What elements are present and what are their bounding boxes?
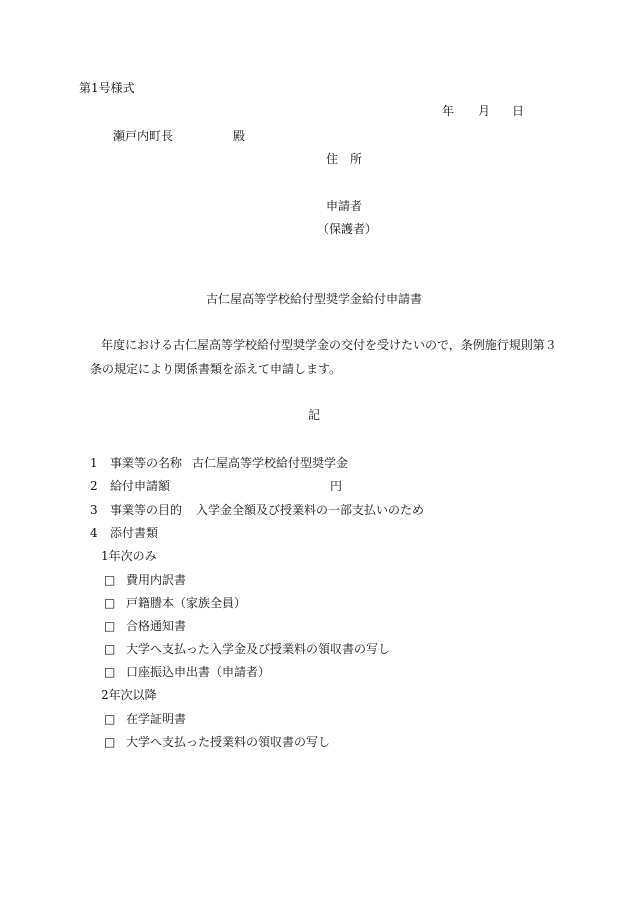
item-1-number: 1 (90, 456, 98, 470)
checkbox-icon[interactable]: □ (104, 619, 116, 633)
address-label: 住 所 (326, 152, 363, 166)
checkbox-icon[interactable]: □ (104, 712, 116, 726)
checkbox-icon[interactable]: □ (104, 735, 116, 749)
date-year: 年 (442, 104, 455, 118)
checkbox-icon[interactable]: □ (104, 596, 116, 610)
form-number: 第1号様式 (79, 81, 135, 95)
doc-item: 大学へ支払った入学金及び授業料の領収書の写し (126, 642, 391, 656)
item-1-label: 事業等の名称 (110, 456, 183, 470)
recipient-name: 瀬戸内町長 (113, 129, 174, 143)
item-1-value: 古仁屋高等学校給付型奨学金 (192, 456, 349, 470)
first-year-heading: 1年次のみ (101, 549, 157, 563)
item-2-number: 2 (90, 479, 98, 493)
item-2-label: 給付申請額 (110, 479, 171, 493)
item-3-label: 事業等の目的 (110, 503, 183, 517)
doc-item: 戸籍謄本（家族全員） (126, 596, 247, 610)
checkbox-icon[interactable]: □ (104, 665, 116, 679)
guardian-label: （保護者） (317, 222, 378, 236)
checkbox-icon[interactable]: □ (104, 573, 116, 587)
item-2-value: 円 (330, 479, 343, 493)
item-4-number: 4 (90, 526, 98, 540)
applicant-label: 申請者 (326, 199, 363, 213)
item-3-value: 入学金全額及び授業料の一部支払いのため (196, 503, 425, 517)
doc-item: 口座振込申出書（申請者） (126, 665, 271, 679)
item-3-number: 3 (90, 503, 98, 517)
date-month: 月 (478, 104, 491, 118)
checkbox-icon[interactable]: □ (104, 642, 116, 656)
doc-item: 合格通知書 (126, 619, 187, 633)
later-years-heading: 2年次以降 (101, 688, 157, 702)
body-line-1: 年度における古仁屋高等学校給付型奨学金の交付を受けたいので，条例施行規則第３ (101, 338, 557, 352)
body-line-2: 条の規定により関係書類を添えて申請します。 (90, 362, 342, 376)
doc-item: 在学証明書 (126, 712, 187, 726)
recipient-honorific: 殿 (233, 129, 246, 143)
date-day: 日 (512, 104, 525, 118)
ki-heading: 記 (308, 408, 321, 422)
doc-item: 費用内訳書 (126, 573, 187, 587)
doc-item: 大学へ支払った授業料の領収書の写し (126, 735, 331, 749)
item-4-label: 添付書類 (110, 526, 159, 540)
document-title: 古仁屋高等学校給付型奨学金給付申請書 (206, 292, 423, 306)
